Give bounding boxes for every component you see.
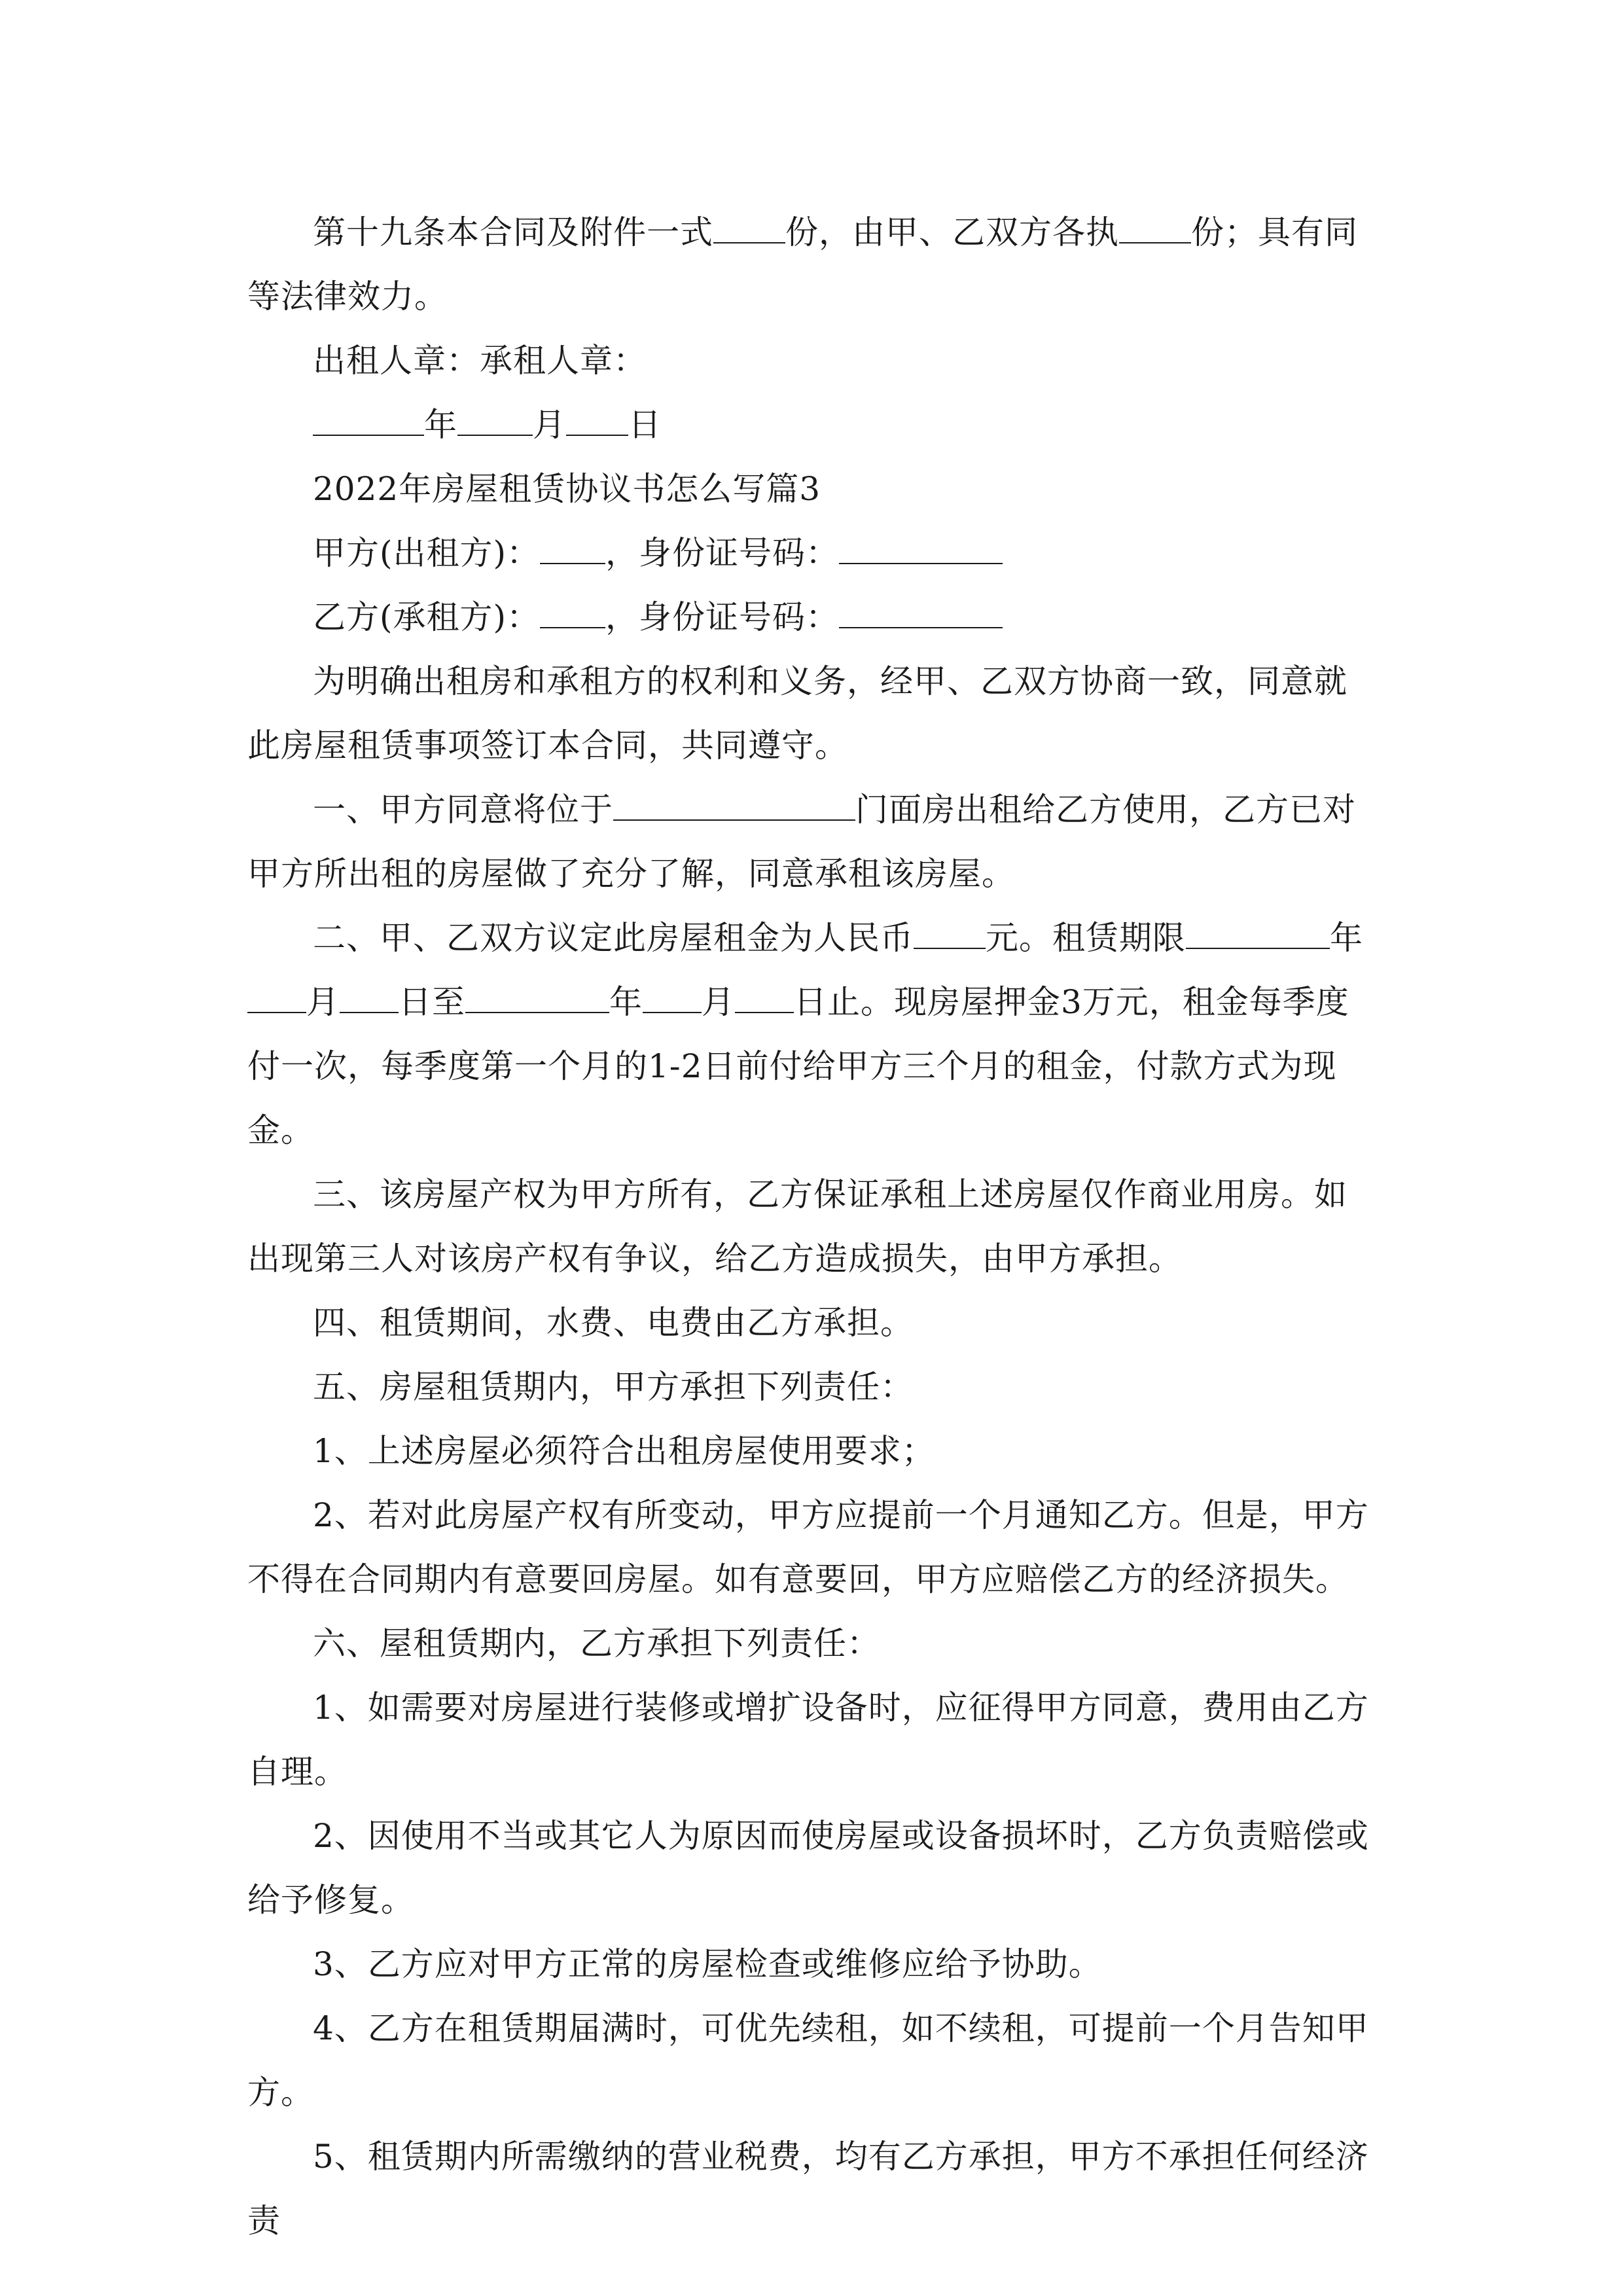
party-b-name-blank (540, 601, 605, 628)
article-19 (247, 200, 1380, 329)
clause-5-title: 五、房屋租赁期内，甲方承担下列责任： (313, 1368, 914, 1406)
day-blank (566, 408, 628, 436)
clause-6-title: 六、屋租赁期内，乙方承担下列责任： (313, 1624, 880, 1662)
seals-line: 出租人章：承租人章： (313, 342, 647, 380)
end-month-blank (643, 986, 702, 1013)
start-year-blank (1186, 922, 1330, 949)
clause-2: 二、甲、乙双方议定此房屋租金为人民币 元。租赁期限 年月 日至 年 月 日止。现房屋押金3万元，租金每季度付一次，每季度第一个月的1-2日前付给甲方三个月的租金，付款方式为现金。 (247, 919, 1363, 1149)
document-page (247, 0, 1380, 2296)
party-a-line: 甲方(出租方)： ，身份证号码： (247, 521, 1380, 585)
location-blank (613, 793, 855, 821)
clause-4: 四、租赁期间，水费、电费由乙方承担。 (313, 1304, 914, 1342)
rent-blank (914, 922, 986, 949)
top-margin (247, 0, 1380, 200)
end-year-blank (465, 986, 609, 1013)
start-day-blank (340, 986, 399, 1013)
end-day-blank (735, 986, 794, 1013)
month-blank (457, 408, 533, 436)
clause-6-item: 3、乙方应对甲方正常的房屋检查或维修应给予协助。 (313, 1945, 1102, 1983)
party-a-id-blank (839, 537, 1003, 564)
copies-blank (713, 216, 785, 243)
copies-each-blank (1119, 216, 1191, 243)
start-month-blank-a (247, 986, 306, 1013)
article-19-text-3: 份；具有同等法律效力。 (247, 213, 1358, 315)
clause-3: 三、该房屋产权为甲方所有，乙方保证承租上述房屋仅作商业用房。如出现第三人对该房产权有争议，给乙方造成损失，由甲方承担。 (247, 1175, 1347, 1278)
party-b-line: 乙方(承租方)： ，身份证号码： (247, 585, 1380, 649)
year-blank (313, 408, 424, 436)
date-line: 年 月 日 (247, 393, 1380, 457)
clause-6-item: 1、如需要对房屋进行装修或增扩设备时，应征得甲方同意，费用由乙方自理。 (247, 1689, 1369, 1791)
intro-paragraph: 为明确出租房和承租方的权利和义务，经甲、乙双方协商一致，同意就此房屋租赁事项签订本合同，共同遵守。 (247, 662, 1347, 764)
clause-5-item: 1、上述房屋必须符合出租房屋使用要求； (313, 1432, 935, 1470)
party-a-name-blank (540, 537, 605, 564)
party-b-id-blank (839, 601, 1003, 628)
article-19-text-2: 份，由甲、乙双方各执 (785, 213, 1119, 251)
section-heading: 2022年房屋租赁协议书怎么写篇3 (313, 470, 821, 508)
clause-5-item: 2、若对此房屋产权有所变动，甲方应提前一个月通知乙方。但是，甲方不得在合同期内有意要回房屋。如有意要回，甲方应赔偿乙方的经济损失。 (247, 1496, 1369, 1598)
clause-6-item: 4、乙方在租赁期届满时，可优先续租，如不续租，可提前一个月告知甲方。 (247, 2009, 1369, 2111)
clause-6-item: 2、因使用不当或其它人为原因而使房屋或设备损坏时，乙方负责赔偿或给予修复。 (247, 1817, 1369, 1919)
article-19-text-1: 第十九条本合同及附件一式 (313, 213, 713, 251)
clause-6-item: 5、租赁期内所需缴纳的营业税费，均有乙方承担，甲方不承担任何经济责 (247, 2138, 1369, 2240)
clause-1: 一、甲方同意将位于 门面房出租给乙方使用，乙方已对甲方所出租的房屋做了充分了解，同意承租该房屋。 (247, 791, 1356, 893)
